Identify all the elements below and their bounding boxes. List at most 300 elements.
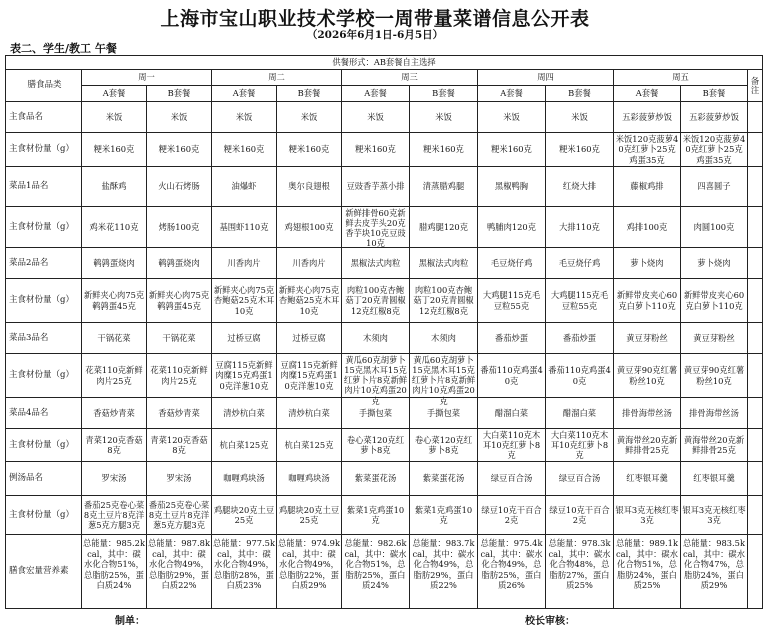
dish-name-cell <box>277 248 342 279</box>
cell-text: 总能量：974.9kcal，其中：碳水化合物49%，总脂肪22%，蛋白质29% <box>278 538 340 591</box>
dish-name-cell <box>410 462 478 496</box>
nutrition-cell <box>212 535 277 609</box>
cell-text: 大鸡腿115克毛豆粒55克 <box>482 290 541 311</box>
ingredient-quantity-cell <box>212 279 277 323</box>
cell-text: 绿豆10克干百合2克 <box>549 504 610 525</box>
ingredient-quantity-cell <box>82 496 147 535</box>
category-header: 膳食品类 <box>6 70 82 102</box>
cell-text: 咖喱鸡块汤 <box>288 473 330 484</box>
cell-text: 肉粒100克杏鲍菇丁20克青圆椒12克红椒8克 <box>345 285 406 316</box>
row-label: 主食材份量（g） <box>6 354 82 398</box>
cell-text: 总能量：989.1kcal，其中：碳水化合物51%，总脂肪24%，蛋白质25% <box>615 538 679 591</box>
ingredient-quantity-cell <box>410 429 478 462</box>
dish-name-cell <box>681 462 748 496</box>
cell-text: 新鲜带皮夹心60克白萝卜110克 <box>683 290 745 311</box>
ingredient-quantity-cell <box>82 354 147 398</box>
cell-text: 豆豉香芋蒸小排 <box>346 181 405 192</box>
cell-text: 新鲜夹心肉75克杏鲍菇25克木耳10克 <box>213 285 275 316</box>
dish-name-cell <box>212 167 277 207</box>
cell-text: 总能量：977.5kcal，其中：碳水化合物49%，总脂肪28%，蛋白质23% <box>213 538 275 591</box>
cell-text: 盐酥鸡 <box>101 181 127 192</box>
cell-text: 卷心菜120克红萝卜8克 <box>346 434 405 455</box>
ingredient-quantity-cell <box>681 429 748 462</box>
cell-text: 紫菜1克鸡蛋10克 <box>414 504 473 525</box>
set-a-header: A套餐 <box>478 86 546 102</box>
cell-text: 黄瓜60克胡萝卜15克黑木耳15克红萝卜片8克新鲜肉片10克鸡蛋20克 <box>343 354 408 406</box>
dish-name-cell <box>614 398 681 429</box>
cell-text: 鸡翅根100克 <box>284 221 334 232</box>
set-b-header: B套餐 <box>410 86 478 102</box>
cell-text: 排骨海带丝汤 <box>622 407 672 418</box>
dish-name-cell <box>212 102 277 133</box>
cell-text: 粳米160克 <box>559 144 600 155</box>
cell-text: 米饭 <box>503 111 520 122</box>
dish-name-cell <box>277 102 342 133</box>
day-header: 周四 <box>478 70 614 86</box>
dish-name-cell <box>277 462 342 496</box>
row-label: 主食材份量（g） <box>6 207 82 248</box>
menu-row <box>6 398 763 429</box>
cell-text: 米饭 <box>300 111 318 122</box>
ingredient-quantity-cell <box>147 279 212 323</box>
cell-text: 豆腐115克新鲜肉糜15克鸡蛋10克洋葱10克 <box>280 360 338 391</box>
ingredient-quantity-cell <box>681 354 748 398</box>
ingredient-quantity-cell <box>277 354 342 398</box>
ingredient-quantity-cell <box>614 279 681 323</box>
dish-name-cell <box>82 102 147 133</box>
dish-name-cell <box>478 462 546 496</box>
cell-text: 香菇炒青菜 <box>93 407 135 418</box>
cell-text: 新鲜夹心肉75克鹌鹑蛋45克 <box>148 290 210 311</box>
dish-name-cell <box>147 102 212 133</box>
cell-text: 番茄炒蛋 <box>494 332 529 343</box>
cell-text: 黄豆芽粉丝 <box>626 332 668 343</box>
ingredient-quantity-cell <box>212 496 277 535</box>
cell-text: 新鲜夹心肉75克鹌鹑蛋45克 <box>83 290 145 311</box>
cell-text: 银耳3克无核红枣3克 <box>682 504 746 525</box>
cell-text: 绿豆10克干百合2克 <box>481 504 542 525</box>
ingredient-quantity-cell <box>342 354 410 406</box>
dish-name-cell <box>212 323 277 354</box>
ingredient-quantity-cell <box>212 354 277 398</box>
dish-name-cell <box>82 323 147 354</box>
cell-text: 总能量：982.6kcal，其中：碳水化合物51%，总脂肪25%，蛋白质24% <box>344 538 407 591</box>
ingredient-quantity-cell <box>82 133 147 167</box>
cell-text: 粳米160克 <box>223 144 265 155</box>
ingredient-quantity-cell <box>681 279 748 323</box>
remark-cell <box>748 207 763 248</box>
remark-cell <box>748 323 763 354</box>
dish-name-cell <box>478 248 546 279</box>
ingredient-quantity-cell <box>342 496 410 535</box>
cell-text: 干锅花菜 <box>97 332 131 343</box>
dish-name-cell <box>410 248 478 279</box>
cell-text: 米饭120克菠萝40克红萝卜25克鸡蛋35克 <box>682 134 746 165</box>
ingredient-quantity-cell <box>212 207 277 248</box>
cell-text: 米饭 <box>105 111 123 122</box>
set-b-header: B套餐 <box>546 86 614 102</box>
row-label: 菜品4品名 <box>6 398 82 429</box>
dish-name-cell <box>277 167 342 207</box>
ingredient-quantity-cell <box>212 133 277 167</box>
cell-text: 红烧大排 <box>562 181 597 192</box>
ingredient-quantity-cell <box>410 207 478 248</box>
maker-label: 制单： <box>115 616 145 627</box>
cell-text: 红枣银耳羹 <box>693 473 735 484</box>
dish-name-cell <box>147 167 212 207</box>
cell-text: 鸡排100克 <box>626 221 668 232</box>
cell-text: 总能量：985.2kcal，其中：碳水化合物51%，总脂肪25%，蛋白质24% <box>83 538 145 591</box>
cell-text: 新鲜夹心肉75克杏鲍菇25克木耳10克 <box>278 285 340 316</box>
ingredient-quantity-cell <box>546 207 614 248</box>
cell-text: 黄豆芽粉丝 <box>693 332 735 343</box>
dish-name-cell <box>212 248 277 279</box>
row-label: 主食品名 <box>6 102 82 133</box>
cell-text: 大排110克 <box>559 221 600 232</box>
ingredient-quantity-cell <box>147 354 212 398</box>
ingredient-quantity-cell <box>546 496 614 535</box>
cell-text: 木须肉 <box>431 332 456 343</box>
cell-text: 大白菜110克木耳10克红萝卜8克 <box>550 429 609 461</box>
cell-text: 番茄110克鸡蛋40克 <box>548 365 611 386</box>
ingredient-quantity-cell <box>614 133 681 167</box>
cell-text: 新鲜带皮夹心60克白萝卜110克 <box>616 290 678 311</box>
cell-text: 过桥豆腐 <box>292 332 326 343</box>
remark-cell <box>748 535 763 609</box>
cell-text: 花菜110克新鲜肉片25克 <box>85 365 143 386</box>
cell-text: 清炒杭白菜 <box>223 407 265 418</box>
day-header-row <box>6 70 763 86</box>
remark-cell <box>748 496 763 535</box>
cell-text: 鹌鹑蛋烧肉 <box>93 257 135 268</box>
menu-row <box>6 279 763 323</box>
cell-text: 清炒杭白菜 <box>288 407 330 418</box>
cell-text: 杭白菜125克 <box>284 439 334 450</box>
cell-text: 粳米160克 <box>93 144 135 155</box>
dish-name-cell <box>681 248 748 279</box>
cell-text: 香菇炒青菜 <box>158 407 200 418</box>
dish-name-cell <box>82 462 147 496</box>
row-label: 菜品1品名 <box>6 167 82 207</box>
cell-text: 米饭120克菠萝40克红萝卜25克鸡蛋35克 <box>615 134 679 165</box>
nutrition-cell <box>277 535 342 609</box>
row-label: 主食材份量（g） <box>6 133 82 167</box>
menu-row <box>6 133 763 167</box>
set-a-header: A套餐 <box>212 86 277 102</box>
dish-name-cell <box>546 398 614 429</box>
cell-text: 鸡米花110克 <box>89 221 139 232</box>
dish-name-cell <box>82 167 147 207</box>
dish-name-cell <box>478 323 546 354</box>
ingredient-quantity-cell <box>681 133 748 167</box>
cell-text: 鸡腿块20克土豆25克 <box>278 504 340 525</box>
ingredient-quantity-cell <box>277 279 342 323</box>
cell-text: 黄豆芽90克红薯粉丝10克 <box>616 365 678 386</box>
remark-cell <box>748 167 763 207</box>
dish-name-cell <box>342 167 410 207</box>
cell-text: 萝卜烧肉 <box>630 257 664 268</box>
ingredient-quantity-cell <box>410 133 478 167</box>
date-range-subtitle: （2026年6月1日-6月5日） <box>306 29 444 41</box>
cell-text: 豆腐115克新鲜肉糜15克鸡蛋10克洋葱10克 <box>215 360 273 391</box>
cell-text: 米饭 <box>367 111 384 122</box>
cell-text: 总能量：983.7kcal，其中：碳水化合物49%，总脂肪29%，蛋白质22% <box>412 538 475 591</box>
cell-text: 总能量：987.8kcal，其中：碳水化合物49%，总脂肪29%，蛋白质22% <box>148 538 210 591</box>
ingredient-quantity-cell <box>342 207 410 248</box>
cell-text: 绿豆百合汤 <box>490 473 533 484</box>
menu-row <box>6 167 763 207</box>
cell-text: 五彩菠萝炒饭 <box>622 111 672 122</box>
dish-name-cell <box>342 462 410 496</box>
day-header: 周一 <box>82 70 212 86</box>
dish-name-cell <box>681 398 748 429</box>
ingredient-quantity-cell <box>277 496 342 535</box>
cell-text: 粳米160克 <box>158 144 200 155</box>
cell-text: 鸭脯肉120克 <box>486 221 537 232</box>
ingredient-quantity-cell <box>478 207 546 248</box>
nutrition-cell <box>614 535 681 609</box>
dish-name-cell <box>147 398 212 429</box>
cell-text: 肉圆100克 <box>693 221 735 232</box>
day-header: 周二 <box>212 70 342 86</box>
ingredient-quantity-cell <box>478 279 546 323</box>
cell-text: 青菜120克香菇8克 <box>85 434 143 455</box>
nutrition-cell <box>147 535 212 609</box>
ingredient-quantity-cell <box>147 429 212 462</box>
menu-row <box>6 354 763 398</box>
dish-name-cell <box>681 102 748 133</box>
remark-cell <box>748 102 763 133</box>
cell-text: 手撕包菜 <box>426 407 461 418</box>
cell-text: 奥尔良翅根 <box>288 181 330 192</box>
cell-text: 总能量：975.4kcal，其中：碳水化合物49%，总脂肪25%，蛋白质26% <box>480 538 543 591</box>
set-b-header: B套餐 <box>277 86 342 102</box>
dish-name-cell <box>277 398 342 429</box>
cell-text: 烤肠100克 <box>158 221 200 232</box>
cell-text: 粳米160克 <box>491 144 532 155</box>
dish-name-cell <box>681 323 748 354</box>
dish-name-cell <box>614 323 681 354</box>
nutrition-cell <box>546 535 614 609</box>
cell-text: 排骨海带丝汤 <box>689 407 739 418</box>
remark-cell <box>748 248 763 279</box>
cell-text: 毛豆烧仔鸡 <box>558 257 601 268</box>
ingredient-quantity-cell <box>478 429 546 462</box>
ingredient-quantity-cell <box>410 354 478 406</box>
ingredient-quantity-cell <box>478 496 546 535</box>
cell-text: 花菜110克新鲜肉片25克 <box>150 365 208 386</box>
cell-text: 番茄25克卷心菜8克土豆片8克洋葱5克方腿3克 <box>148 499 210 531</box>
remark-cell <box>748 354 763 398</box>
supply-mode-cell: 供餐形式：AB套餐自主选择 <box>6 56 763 70</box>
row-label: 菜品3品名 <box>6 323 82 354</box>
cell-text: 粳米160克 <box>288 144 330 155</box>
cell-text: 四喜圆子 <box>697 181 731 192</box>
cell-text: 米饭 <box>571 111 588 122</box>
cell-text: 川香肉片 <box>227 257 261 268</box>
day-header: 周五 <box>614 70 748 86</box>
ingredient-quantity-cell <box>277 207 342 248</box>
remark-cell <box>748 462 763 496</box>
cell-text: 黄海带丝20克新鲜排骨25克 <box>683 434 745 455</box>
cell-text: 干锅花菜 <box>162 332 196 343</box>
cell-text: 基围虾110克 <box>219 221 269 232</box>
row-label: 主食材份量（g） <box>6 429 82 462</box>
menu-row <box>6 429 763 462</box>
dish-name-cell <box>410 323 478 354</box>
cell-text: 大白菜110克木耳10克红萝卜8克 <box>482 429 541 461</box>
dish-name-cell <box>546 167 614 207</box>
dish-name-cell <box>82 398 147 429</box>
ingredient-quantity-cell <box>546 279 614 323</box>
cell-text: 米饭 <box>170 111 188 122</box>
cell-text: 黑椒法式肉粒 <box>350 257 401 268</box>
set-a-header: A套餐 <box>342 86 410 102</box>
cell-text: 川香肉片 <box>292 257 326 268</box>
ingredient-quantity-cell <box>277 429 342 462</box>
cell-text: 紫菜蛋花汤 <box>354 473 397 484</box>
set-a-header: A套餐 <box>82 86 147 102</box>
row-label: 菜品2品名 <box>6 248 82 279</box>
cell-text: 罗宋汤 <box>166 473 192 484</box>
remark-cell <box>748 133 763 167</box>
ingredient-quantity-cell <box>546 429 614 462</box>
cell-text: 肉粒100克杏鲍菇丁20克青圆椒12克红椒8克 <box>413 285 474 316</box>
ingredient-quantity-cell <box>410 279 478 323</box>
cell-text: 番茄炒蛋 <box>562 332 597 343</box>
dish-name-cell <box>410 167 478 207</box>
dish-name-cell <box>614 102 681 133</box>
cell-text: 黑椒法式肉粒 <box>418 257 469 268</box>
cell-text: 青菜120克香菇8克 <box>150 434 208 455</box>
dish-name-cell <box>478 102 546 133</box>
dish-name-cell <box>82 248 147 279</box>
table-caption: 表二、学生/教工 午餐 <box>10 42 117 55</box>
menu-row <box>6 248 763 279</box>
cell-text: 绿豆百合汤 <box>558 473 601 484</box>
ingredient-quantity-cell <box>681 207 748 248</box>
nutrition-cell <box>342 535 410 609</box>
cell-text: 醋溜白菜 <box>562 407 597 418</box>
cell-text: 番茄25克卷心菜8克土豆片8克洋葱5克方腿3克 <box>83 499 145 531</box>
cell-text: 番茄110克鸡蛋40克 <box>480 365 543 386</box>
cell-text: 油爆虾 <box>231 181 257 192</box>
cell-text: 银耳3克无核红枣3克 <box>615 504 679 525</box>
dish-name-cell <box>614 248 681 279</box>
ingredient-quantity-cell <box>614 429 681 462</box>
cell-text: 黑椒鸭胸 <box>494 181 529 192</box>
ingredient-quantity-cell <box>277 133 342 167</box>
dish-name-cell <box>546 323 614 354</box>
dish-name-cell <box>478 167 546 207</box>
dish-name-cell <box>212 398 277 429</box>
ingredient-quantity-cell <box>478 133 546 167</box>
cell-text: 火山石烤肠 <box>158 181 200 192</box>
ingredient-quantity-cell <box>82 207 147 248</box>
cell-text: 黄瓜60克胡萝卜15克黑木耳15克红萝卜片8克新鲜肉片10克鸡蛋20克 <box>411 354 476 406</box>
menu-row <box>6 462 763 496</box>
dish-name-cell <box>212 462 277 496</box>
dish-name-cell <box>546 462 614 496</box>
cell-text: 清蒸腊鸡腿 <box>422 181 465 192</box>
day-header: 周三 <box>342 70 478 86</box>
cell-text: 醋溜白菜 <box>494 407 529 418</box>
cell-text: 新鲜排骨60克新鲜去皮芋头20克香芋块10克豆豉10克 <box>345 207 406 249</box>
ingredient-quantity-cell <box>546 133 614 167</box>
cell-text: 过桥豆腐 <box>227 332 261 343</box>
row-label: 主食材份量（g） <box>6 279 82 323</box>
ingredient-quantity-cell <box>82 279 147 323</box>
cell-text: 毛豆烧仔鸡 <box>490 257 533 268</box>
dish-name-cell <box>342 323 410 354</box>
supply-mode-row <box>6 56 763 70</box>
ingredient-quantity-cell <box>614 207 681 248</box>
ingredient-quantity-cell <box>212 429 277 462</box>
cell-text: 藤椒鸡排 <box>630 181 664 192</box>
dish-name-cell <box>614 462 681 496</box>
row-label: 膳食宏量营养素 <box>6 535 82 609</box>
menu-row <box>6 496 763 535</box>
nutrition-cell <box>410 535 478 609</box>
principal-review-label: 校长审核： <box>525 616 575 627</box>
set-header-row <box>6 86 763 102</box>
dish-name-cell <box>546 102 614 133</box>
ingredient-quantity-cell <box>614 496 681 535</box>
cell-text: 鸡腿块20克土豆25克 <box>213 504 275 525</box>
ingredient-quantity-cell <box>82 429 147 462</box>
cell-text: 腊鸡腿120克 <box>418 221 469 232</box>
row-label: 例汤品名 <box>6 462 82 496</box>
cell-text: 粳米160克 <box>423 144 464 155</box>
ingredient-quantity-cell <box>478 354 546 398</box>
row-label: 主食材份量（g） <box>6 496 82 535</box>
dish-name-cell <box>681 167 748 207</box>
cell-text: 杭白菜125克 <box>219 439 269 450</box>
nutrition-cell <box>478 535 546 609</box>
ingredient-quantity-cell <box>681 496 748 535</box>
set-b-header: B套餐 <box>147 86 212 102</box>
dish-name-cell <box>342 248 410 279</box>
cell-text: 紫菜蛋花汤 <box>422 473 465 484</box>
cell-text: 罗宋汤 <box>101 473 127 484</box>
cell-text: 总能量：978.3kcal，其中：碳水化合物48%，总脂肪27%，蛋白质25% <box>548 538 611 591</box>
cell-text: 鹌鹑蛋烧肉 <box>158 257 200 268</box>
cell-text: 萝卜烧肉 <box>697 257 731 268</box>
ingredient-quantity-cell <box>342 133 410 167</box>
nutrition-cell <box>681 535 748 609</box>
dish-name-cell <box>147 248 212 279</box>
cell-text: 黄海带丝20克新鲜排骨25克 <box>616 434 678 455</box>
weekly-menu-table <box>5 55 763 609</box>
set-b-header: B套餐 <box>681 86 748 102</box>
cell-text: 总能量：983.5kcal，其中：碳水化合物47%，总脂肪24%，蛋白质29% <box>682 538 746 591</box>
dish-name-cell <box>614 167 681 207</box>
cell-text: 大鸡腿115克毛豆粒55克 <box>550 290 609 311</box>
ingredient-quantity-cell <box>147 496 212 535</box>
page-title: 上海市宝山职业技术学校一周带量菜谱信息公开表 <box>160 8 590 30</box>
cell-text: 咖喱鸡块汤 <box>223 473 265 484</box>
dish-name-cell <box>342 102 410 133</box>
cell-text: 紫菜1克鸡蛋10克 <box>346 504 405 525</box>
ingredient-quantity-cell <box>410 496 478 535</box>
remark-cell <box>748 429 763 462</box>
ingredient-quantity-cell <box>342 429 410 462</box>
dish-name-cell <box>410 102 478 133</box>
dish-name-cell <box>147 462 212 496</box>
menu-row <box>6 323 763 354</box>
dish-name-cell <box>478 398 546 429</box>
ingredient-quantity-cell <box>147 207 212 248</box>
